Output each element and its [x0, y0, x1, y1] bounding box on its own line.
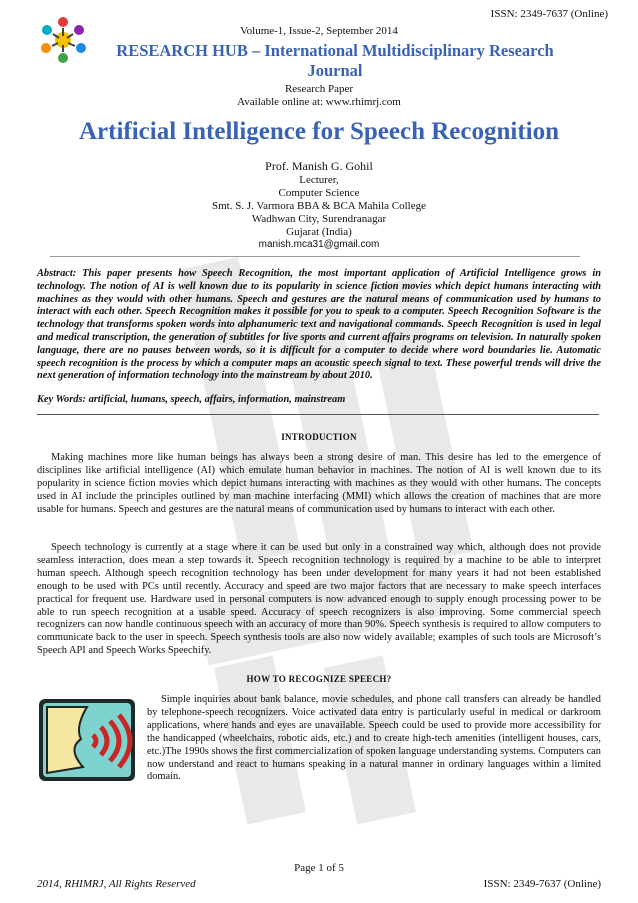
- speech-illustration-icon: [37, 697, 137, 783]
- paper-title: Artificial Intelligence for Speech Recognition: [78, 118, 559, 145]
- affiliation-line: Lecturer,: [299, 174, 339, 186]
- divider: [50, 256, 580, 257]
- journal-logo-icon: [37, 14, 89, 66]
- how-paragraph-1: Simple inquiries about bank balance, movie schedules, and phone call transfers can already be handled by telephone-speech recognizers. Voice activated data entry is particularly useful in medical or darkroom applications, where hands and eyes are unavailable. Speech could be used to provide more accessibility for the handicapped (wheelchairs, robotic aids, etc.) and to create high-tech amenities (intelligent houses, cars, etc.)The 1990s shows the first commercialization of spoken language understanding systems. Computers can now understand and react to humans speaking in a natural manner in ordinary languages within a limited domain.: [147, 694, 601, 783]
- author-email: manish.mca31@gmail.com: [258, 239, 380, 250]
- issn-footer: ISSN: 2349-7637 (Online): [483, 878, 601, 890]
- affiliation-line: Smt. S. J. Varmora BBA & BCA Mahila College: [211, 200, 426, 212]
- journal-name: RESEARCH HUB – International Multidisciplinary Research Journal: [116, 41, 554, 80]
- intro-paragraph-2: Speech technology is currently at a stage where it can be used but only in a constrained way which, although does not provide seamless interaction, does mean a step towards it. Speech recognition technology is required by a machine to be able to interpret human speech. Although speech recognition technology has been under development for many years it had not been established enough to be used with PCs until recently. Accuracy and speed are two major factors that are necessary to make speech interfaces practical for frequent use. Hardware used in personal computers is now advanced enough to supply enough processing power to be able to run speech recognition at a usable speed. Accuracy of speech recognizers is also improving. Some commercial speech recognizers can now handle continuous speech with an accuracy of more than 90%. Speech synthesis is required to allow computers to communicate back to the user in speech. Speech synthesis tools are also now widely available; examples of such tools are Microsoft’s Speech API and Speech Works Speechify.: [37, 542, 601, 657]
- paper-type: Research Paper: [284, 83, 354, 95]
- affiliation-line: Gujarat (India): [286, 226, 352, 238]
- page-number: Page 1 of 5: [294, 862, 344, 874]
- author-name: Prof. Manish G. Gohil: [265, 159, 373, 173]
- intro-paragraph-1: Making machines more like human beings has always been a strong desire of man. This desire has led to the emergence of disciplines like artificial intelligence (AI) which emulate human behavior in machines. The notion of AI is well known due to its popularity in science fiction movies which depict humans interacting with machines as they would with other humans. The concepts used in AI include the principles outlined by man machine interfacing (MMI) which allows the creation of machines that are more usable for humans. Speech and gestures are the natural means of communication used by humans to interact with each other.: [37, 452, 601, 515]
- divider: [37, 414, 599, 415]
- abstract: Abstract: This paper presents how Speech Recognition, the most important application of Artificial Intelligence grows in technology. The notion of AI is well known due to its popularity in science fiction movies which depict humans interacting with machines as they would with other humans. Speech and gestures are the natural means of communication used by humans to interact with each other. Speech Recognition makes it possible for you to speak to a computer. Speech Recognition Software is the technology that transforms spoken words into alphanumeric text and navigational commands. Speech Recognition is used in legal and medical transcription, the generation of subtitles for live sports and current affairs programs on television. In naturally spoken language, there are no pauses between words, so it is difficult for a computer to decide where word boundaries lie. Automatic speech recognition is the process by which a computer maps an acoustic speech signal to text. These powerful trends will drive the next generation of information technology into the mainstream by about 2010.: [37, 268, 601, 382]
- section-heading-how-to-recognize: HOW TO RECOGNIZE SPEECH?: [246, 674, 392, 684]
- issn-header: ISSN: 2349-7637 (Online): [490, 8, 608, 20]
- affiliation-line: Computer Science: [278, 187, 360, 199]
- footer-copyright: 2014, RHIMRJ, All Rights Reserved: [37, 878, 196, 890]
- section-heading-introduction: INTRODUCTION: [281, 432, 357, 442]
- volume-issue: Volume-1, Issue-2, September 2014: [240, 25, 398, 37]
- keywords: Key Words: artificial, humans, speech, affairs, information, mainstream: [37, 394, 346, 405]
- available-online: Available online at: www.rhimrj.com: [237, 96, 401, 108]
- affiliation-line: Wadhwan City, Surendranagar: [251, 213, 387, 225]
